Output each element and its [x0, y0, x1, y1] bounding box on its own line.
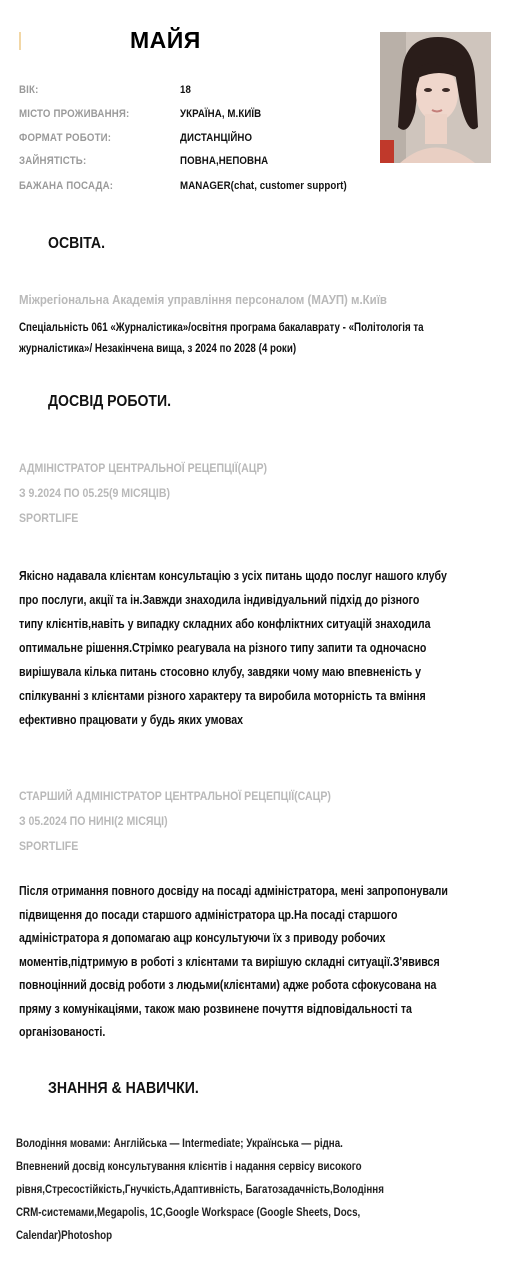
- info-value: MANAGER(chat, customer support): [180, 180, 347, 192]
- info-value: 18: [180, 84, 191, 96]
- info-row-desired-position: [19, 180, 347, 192]
- job-description-line: моментів,підтримую в роботі з клієнтами та вирішую складні ситуації.З'явився: [19, 954, 440, 969]
- info-label: ФОРМАТ РОБОТИ:: [19, 132, 112, 144]
- info-label: ВІК:: [19, 84, 39, 96]
- job-description-line: про послуги, акції та ін.Завжди знаходила індивідуальний підхід до різного: [19, 593, 420, 607]
- info-row-city: [19, 108, 261, 120]
- job-description-line: спілкуванні з клієнтами різного характеру та виробила моторність та вміння: [19, 689, 426, 703]
- info-label: БАЖАНА ПОСАДА:: [19, 180, 114, 192]
- education-title: ОСВІТА.: [48, 235, 105, 252]
- skills-line: CRM-системами,Megapolis, 1C,Google Workspace (Google Sheets, Docs,: [16, 1207, 361, 1219]
- skills-line: Володіння мовами: Англійська — Intermediate; Українська — рідна.: [16, 1138, 343, 1150]
- job-description-line: повноцінний досвід роботи з людьми(клієнтами) адже робота сфокусована на: [19, 978, 437, 992]
- job-company: SPORTLIFE: [19, 839, 79, 853]
- job-position: АДМІНІСТРАТОР ЦЕНТРАЛЬНОЇ РЕЦЕПЦІЇ(АЦР): [19, 461, 268, 475]
- job-description: [19, 564, 447, 732]
- info-label: ЗАЙНЯТІСТЬ:: [19, 155, 87, 167]
- education-detail-line: Спеціальність 061 «Журналістика»/освітня програма бакалаврату - «Політологія та: [19, 322, 424, 334]
- skills-title: ЗНАННЯ & НАВИЧКИ.: [48, 1080, 199, 1097]
- skills-line: Calendar)Photoshop: [16, 1230, 113, 1242]
- skills-text: [16, 1133, 384, 1248]
- job-description-line: організованості.: [19, 1025, 106, 1039]
- job-description-line: типу клієнтів,навіть у випадку складних або конфліктних ситуацій знаходила: [19, 617, 431, 631]
- candidate-name: МАЙЯ: [130, 27, 201, 53]
- job-period: З 05.2024 ПО НИНІ(2 МІСЯЦІ): [19, 814, 168, 828]
- info-value: ДИСТАНЦІЙНО: [180, 132, 253, 144]
- job-description-line: адміністратора я допомагаю ацр консультуючи їх з приводу робочих: [19, 931, 386, 945]
- education-institution: Міжрегіональна Академія управління персоналом (МАУП) м.Київ: [19, 292, 387, 307]
- info-label: МІСТО ПРОЖИВАННЯ:: [19, 108, 130, 120]
- info-value: УКРАЇНА, М.КИЇВ: [180, 108, 262, 120]
- job-description-line: ефективно працювати у будь яких умовах: [19, 713, 244, 727]
- job-description-line: вирішувала кілька питань стосовно клубу, завдяки чому маю впевненість у: [19, 665, 422, 679]
- info-row-work-format: [19, 132, 252, 144]
- info-value: ПОВНА,НЕПОВНА: [180, 155, 269, 167]
- skills-line: Впевнений досвід консультування клієнтів і надання сервісу високого: [16, 1161, 362, 1173]
- info-row-employment: [19, 155, 268, 167]
- job-description-line: підвищення до посади старшого адміністратора цр.На посаді старшого: [19, 907, 398, 922]
- job-company: SPORTLIFE: [19, 511, 79, 525]
- profile-photo: [380, 32, 491, 163]
- job-description-line: оптимальне рішення.Стрімко реагувала на різного типу запити та одночасно: [19, 641, 427, 655]
- education-detail-line: журналістика»/ Незакінчена вища, з 2024 по 2028 (4 роки): [19, 343, 297, 355]
- job-position: СТАРШИЙ АДМІНІСТРАТОР ЦЕНТРАЛЬНОЇ РЕЦЕПЦІЇ(САЦР): [19, 789, 331, 803]
- skills-line: рівня,Стресостійкість,Гнучкість,Адаптивність, Багатозадачність,Володіння: [16, 1184, 384, 1196]
- job-description: [19, 880, 448, 1045]
- info-row-age: [19, 84, 191, 96]
- experience-title: ДОСВІД РОБОТИ.: [48, 393, 172, 410]
- header-accent-bar: [19, 32, 21, 50]
- job-description-line: пряму з комунікаціями, також маю розвинене почуття відповідальності та: [19, 1001, 412, 1016]
- job-description-line: Після отримання повного досвіду на посаді адміністратора, мені запропонували: [19, 884, 448, 898]
- education-details: [19, 318, 424, 360]
- job-period: З 9.2024 ПО 05.25(9 МІСЯЦІВ): [19, 486, 171, 500]
- job-description-line: Якісно надавала клієнтам консультацію з усіх питань щодо послуг нашого клубу: [19, 569, 447, 583]
